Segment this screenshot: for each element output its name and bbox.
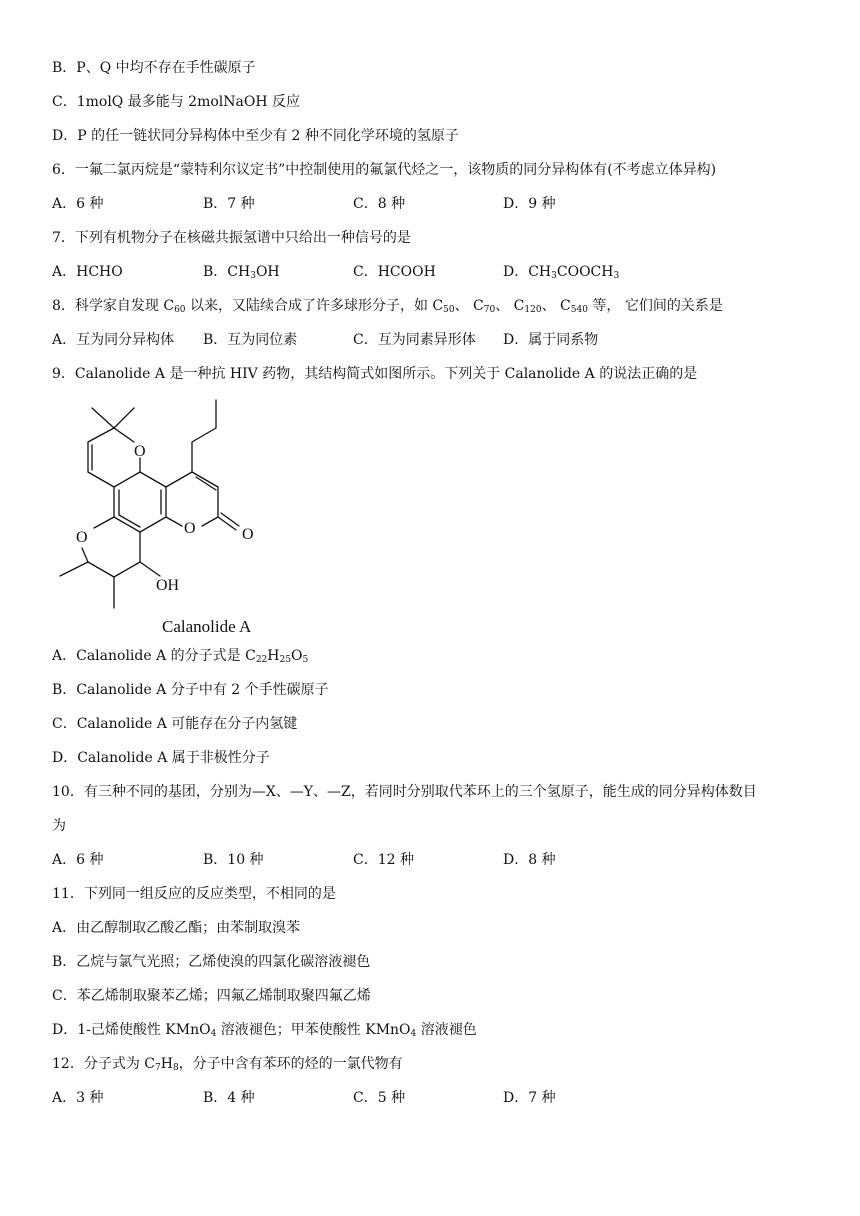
q12-option-a: A．3 种 xyxy=(52,1090,104,1106)
q12-stem: 12．分子式为 $C_7H_8$，分子中含有苯环的烃的一氯代物有 xyxy=(52,1056,403,1073)
q11-option-b: B．乙烷与氯气光照；乙烯使溴的四氯化碳溶液褪色 xyxy=(52,954,371,970)
atom-o-bottom: O xyxy=(76,529,88,546)
q9-option-b: B．Calanolide A 分子中有 2 个手性碳原子 xyxy=(52,682,329,698)
q10-option-c: C．12 种 xyxy=(353,852,414,868)
q8-stem: 8．科学家自发现 $C_{60}$ 以来，又陆续合成了许多球形分子，如 $C_{50}$、 $C_{70}$、 $C_{120}$、 $C_{540}$ 等， 它们间的关系是 xyxy=(52,298,723,315)
q6-option-d: D．9 种 xyxy=(503,196,556,212)
q9-option-d: D．Calanolide A 属于非极性分子 xyxy=(52,750,270,766)
q11-option-a: A．由乙醇制取乙酸乙酯；由苯制取溴苯 xyxy=(52,920,301,936)
q8-option-d: D．属于同系物 xyxy=(503,332,599,348)
q6-stem: 6．一氟二氯丙烷是“蒙特利尔议定书”中控制使用的氟氯代烃之一，该物质的同分异构体有(不考虑立体异构) xyxy=(52,162,717,178)
q11-option-d: D．1-己烯使酸性 KMnO$_4$ 溶液褪色；甲苯使酸性 KMnO$_4$ 溶液褪色 xyxy=(52,1022,477,1039)
q7-option-d: D．$CH_3COOCH_3$ xyxy=(503,264,620,281)
q12-option-b: B．4 种 xyxy=(203,1090,255,1106)
q6-option-c: C．8 种 xyxy=(353,196,406,212)
q10-option-a: A．6 种 xyxy=(52,852,104,868)
q6-option-b: B．7 种 xyxy=(203,196,255,212)
q11-stem: 11．下列同一组反应的反应类型，不相同的是 xyxy=(52,886,336,902)
q9-option-a: A．Calanolide A 的分子式是 $C_{22}H_{25}O_5$ xyxy=(52,648,309,665)
q8-option-c: C．互为同素异形体 xyxy=(353,332,476,348)
q10-stem: 10．有三种不同的基团，分别为—X、—Y、—Z，若同时分别取代苯环上的三个氢原子，能生成的同分异构体数目 xyxy=(52,784,757,800)
q7-option-a: A．HCHO xyxy=(52,264,123,280)
q10-option-d: D．8 种 xyxy=(503,852,556,868)
q11-option-c: C．苯乙烯制取聚苯乙烯；四氟乙烯制取聚四氟乙烯 xyxy=(52,988,371,1004)
atom-oh: OH xyxy=(156,577,180,594)
q10-option-b: B．10 种 xyxy=(203,852,264,868)
atom-o-top: O xyxy=(134,443,146,460)
q7-option-b: B．$CH_3OH$ xyxy=(203,264,280,281)
q12-option-d: D．7 种 xyxy=(503,1090,556,1106)
q6-option-a: A．6 种 xyxy=(52,196,104,212)
atom-o-lactone: O xyxy=(184,520,196,537)
atom-o-carbonyl: O xyxy=(242,526,254,543)
q9-option-c: C．Calanolide A 可能存在分子内氢键 xyxy=(52,716,298,732)
q7-stem: 7．下列有机物分子在核磁共振氢谱中只给出一种信号的是 xyxy=(52,230,411,246)
q8-option-b: B．互为同位素 xyxy=(203,332,298,348)
q5-option-c: C．1molQ 最多能与 2molNaOH 反应 xyxy=(52,94,301,110)
q7-option-c: C．HCOOH xyxy=(353,264,436,280)
q10-stem-cont: 为 xyxy=(52,818,66,834)
calanolide-a-structure xyxy=(52,390,282,640)
q9-stem: 9．Calanolide A 是一种抗 HIV 药物，其结构简式如图所示。下列关于 Calanolide A 的说法正确的是 xyxy=(52,366,698,382)
q12-option-c: C．5 种 xyxy=(353,1090,406,1106)
q5-option-d: D．P 的任一链状同分异构体中至少有 2 种不同化学环境的氢原子 xyxy=(52,128,459,144)
q8-option-a: A．互为同分异构体 xyxy=(52,332,175,348)
q5-option-b: B．P、Q 中均不存在手性碳原子 xyxy=(52,60,256,76)
figure-caption: Calanolide A xyxy=(162,617,252,636)
